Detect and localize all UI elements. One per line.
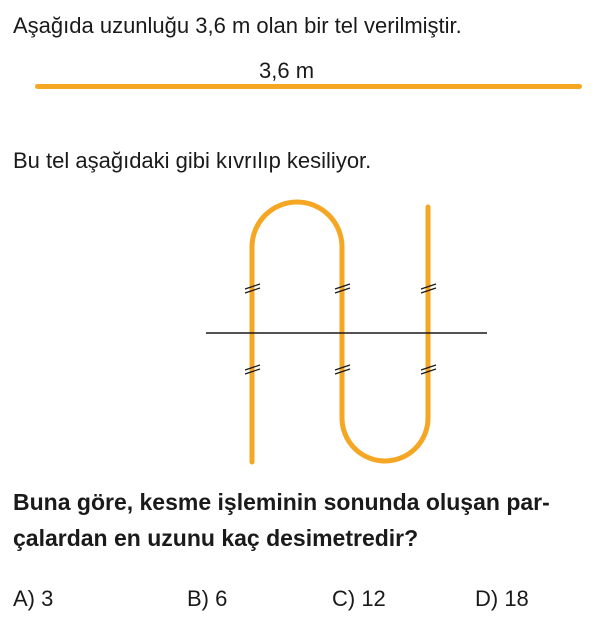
- question-line-1: Buna göre, kesme işleminin sonunda oluşan par-: [13, 489, 550, 515]
- option-a[interactable]: A) 3: [13, 586, 54, 611]
- bend-instruction-text: Bu tel aşağıdaki gibi kıvrılıp kesiliyor.: [13, 148, 372, 173]
- option-c[interactable]: C) 12: [332, 586, 386, 611]
- question-line-2: çalardan en uzunu kaç desimetredir?: [13, 525, 419, 551]
- wire-length-label: 3,6 m: [259, 58, 315, 83]
- option-b[interactable]: B) 6: [187, 586, 228, 611]
- question-prompt: [13, 484, 603, 556]
- intro-text: Aşağıda uzunluğu 3,6 m olan bir tel verilmiştir.: [13, 13, 462, 38]
- option-d[interactable]: D) 18: [475, 586, 529, 611]
- bent-wire: [252, 202, 428, 462]
